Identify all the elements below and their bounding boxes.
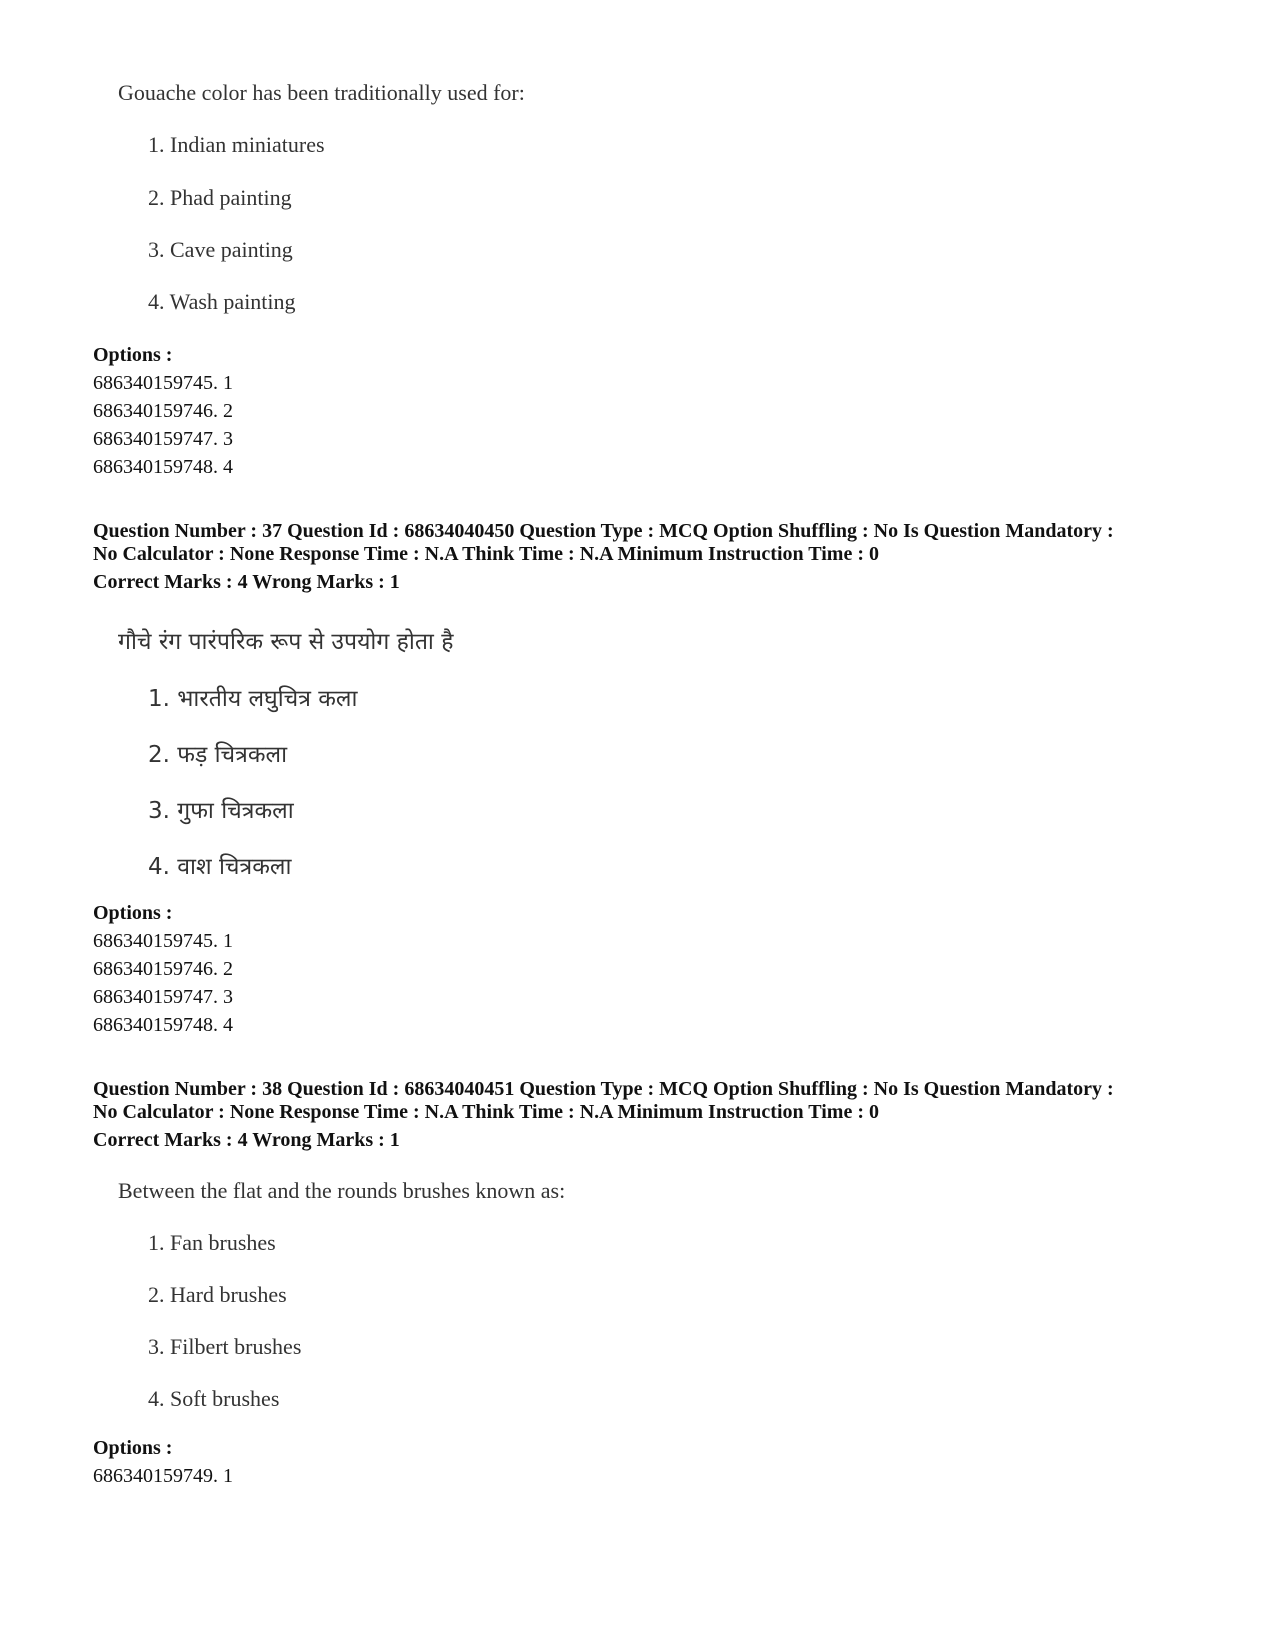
choice-1: 1. भारतीय लघुचित्र कला [148, 686, 358, 712]
option-line: 686340159745. 1 [93, 930, 233, 952]
question-stem: गौचे रंग पारंपरिक रूप से उपयोग होता है [118, 629, 454, 655]
choice-1: 1. Indian miniatures [148, 132, 325, 157]
choice-4: 4. वाश चित्रकला [148, 854, 292, 880]
choice-4: 4. Wash painting [148, 289, 296, 314]
option-line: 686340159745. 1 [93, 372, 233, 394]
choice-4: 4. Soft brushes [148, 1386, 280, 1411]
question-stem: Gouache color has been traditionally used for: [118, 80, 525, 105]
option-line: 686340159746. 2 [93, 400, 233, 422]
option-line: 686340159746. 2 [93, 958, 233, 980]
option-line: 686340159748. 4 [93, 456, 233, 478]
choice-2: 2. फड़ चित्रकला [148, 742, 288, 768]
choice-3: 3. Filbert brushes [148, 1334, 302, 1359]
question-meta-line2: No Calculator : None Response Time : N.A Think Time : N.A Minimum Instruction Time : 0 [93, 543, 879, 565]
question-marks: Correct Marks : 4 Wrong Marks : 1 [93, 1129, 400, 1151]
question-stem: Between the flat and the rounds brushes known as: [118, 1178, 566, 1203]
options-label: Options : [93, 344, 173, 366]
question-meta-line1: Question Number : 37 Question Id : 68634040450 Question Type : MCQ Option Shuffling : No Is Question Mandatory : [93, 520, 1114, 542]
question-meta-line1: Question Number : 38 Question Id : 68634040451 Question Type : MCQ Option Shuffling : No Is Question Mandatory : [93, 1078, 1114, 1100]
option-line: 686340159749. 1 [93, 1465, 233, 1487]
options-label: Options : [93, 902, 173, 924]
option-line: 686340159747. 3 [93, 428, 233, 450]
question-meta-line2: No Calculator : None Response Time : N.A Think Time : N.A Minimum Instruction Time : 0 [93, 1101, 879, 1123]
choice-3: 3. Cave painting [148, 237, 293, 262]
choice-1: 1. Fan brushes [148, 1230, 276, 1255]
choice-2: 2. Phad painting [148, 185, 292, 210]
choice-2: 2. Hard brushes [148, 1282, 287, 1307]
choice-3: 3. गुफा चित्रकला [148, 798, 294, 824]
option-line: 686340159747. 3 [93, 986, 233, 1008]
question-marks: Correct Marks : 4 Wrong Marks : 1 [93, 571, 400, 593]
options-label: Options : [93, 1437, 173, 1459]
option-line: 686340159748. 4 [93, 1014, 233, 1036]
